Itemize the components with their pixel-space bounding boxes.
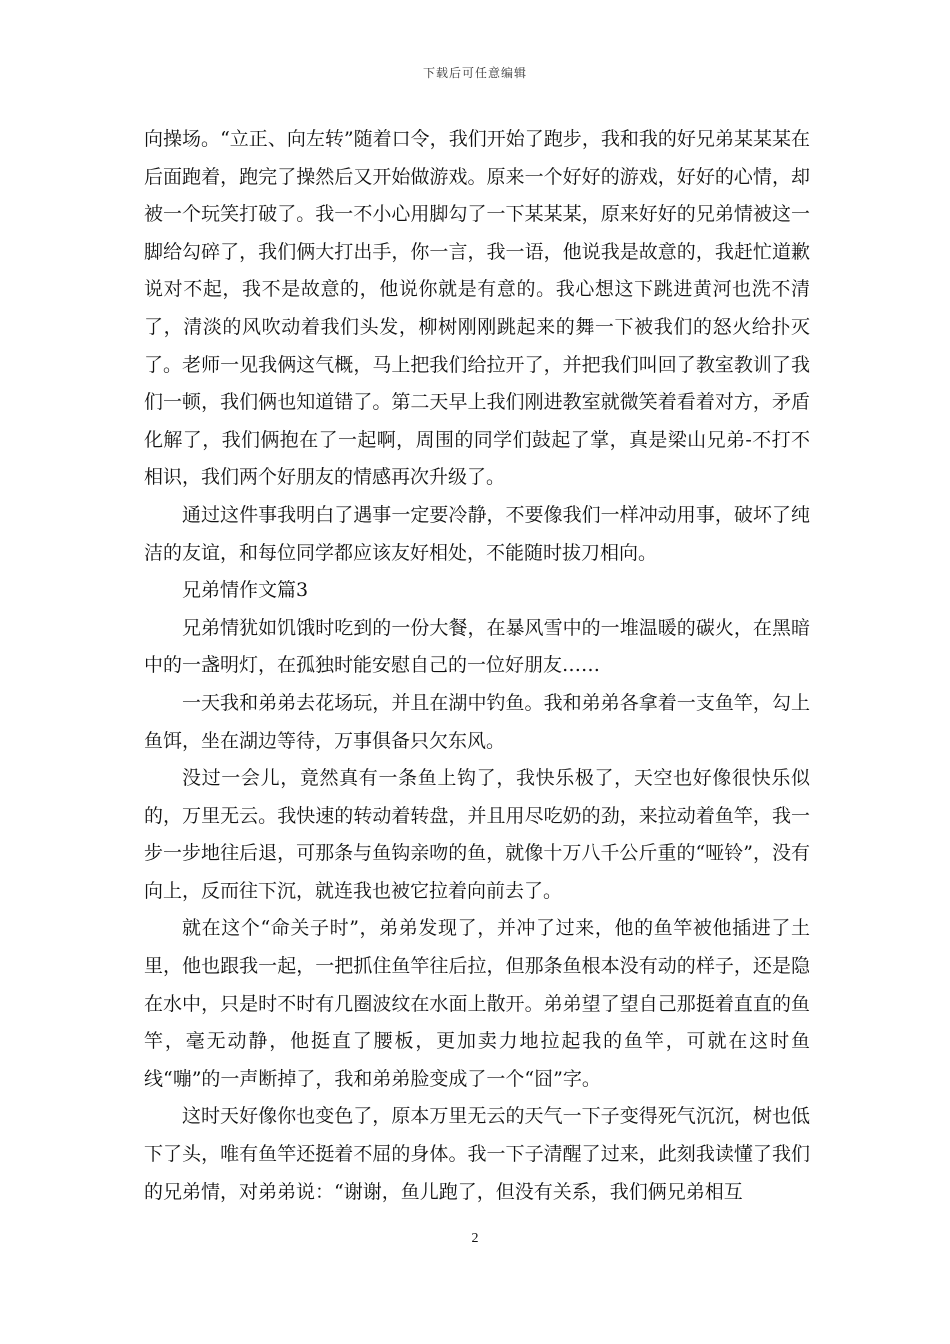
paragraph-5: 没过一会儿，竟然真有一条鱼上钩了，我快乐极了，天空也好像很快乐似的，万里无云。我快速的转动着转盘，并且用尽吃奶的劲，来拉动着鱼竿，我一步一步地往后退，可那条与鱼钩亲吻的鱼，就像十万八千公斤重的“哑铃”，没有向上，反而往下沉，就连我也被它拉着向前去了。 [144,767,810,902]
paragraph-3: 兄弟情犹如饥饿时吃到的一份大餐，在暴风雪中的一堆温暖的碳火，在黑暗中的一盏明灯，在孤独时能安慰自己的一位好朋友…… [144,616,810,677]
paragraph-4: 一天我和弟弟去花场玩，并且在湖中钓鱼。我和弟弟各拿着一支鱼竿，勾上鱼饵，坐在湖边等待，万事俱备只欠东风。 [144,691,810,752]
section-heading: 兄弟情作文篇3 [182,579,309,602]
page-number: 2 [471,1231,479,1246]
paragraph-1: 向操场。“立正、向左转”随着口令，我们开始了跑步，我和我的好兄弟某某某在后面跑着，跑完了操然后又开始做游戏。原来一个好好的游戏，好好的心情，却被一个玩笑打破了。我一不小心用脚勾了一下某某某，原来好好的兄弟情被这一脚给勾碎了，我们俩大打出手，你一言，我一语，他说我是故意的，我赶忙道歉说对不起，我不是故意的，他说你就是有意的。我心想这下跳进黄河也洗不清了，清淡的风吹动着我们头发，柳树刚刚跳起来的舞一下被我们的怒火给扑灭了。老师一见我俩这气概，马上把我们给拉开了，并把我们叫回了教室教训了我们一顿，我们俩也知道错了。第二天早上我们刚进教室就微笑着看着对方，矛盾化解了，我们俩抱在了一起啊，周围的同学们鼓起了掌，真是梁山兄弟-不打不相识，我们两个好朋友的情感再次升级了。 [144,128,810,489]
body-text [144,121,810,1211]
paragraph-6: 就在这个“命关子时”，弟弟发现了，并冲了过来，他的鱼竿被他插进了土里，他也跟我一起，一把抓住鱼竿往后拉，但那条鱼根本没有动的样子，还是隐在水中，只是时不时有几圈波纹在水面上散开。弟弟望了望自己那挺着直直的鱼竿，毫无动静，他挺直了腰板，更加卖力地拉起我的鱼竿，可就在这时鱼线“嘣”的一声断掉了，我和弟弟脸变成了一个“囧”字。 [144,917,810,1090]
paragraph-2: 通过这件事我明白了遇事一定要冷静，不要像我们一样冲动用事，破坏了纯洁的友谊，和每位同学都应该友好相处，不能随时拔刀相向。 [144,503,810,564]
page-header: 下载后可任意编辑 [422,66,527,80]
paragraph-7: 这时天好像你也变色了，原本万里无云的天气一下子变得死气沉沉，树也低下了头，唯有鱼竿还挺着不屈的身体。我一下子清醒了过来，此刻我读懂了我们的兄弟情，对弟弟说：“谢谢，鱼儿跑了，但没有关系，我们俩兄弟相互 [144,1105,810,1203]
